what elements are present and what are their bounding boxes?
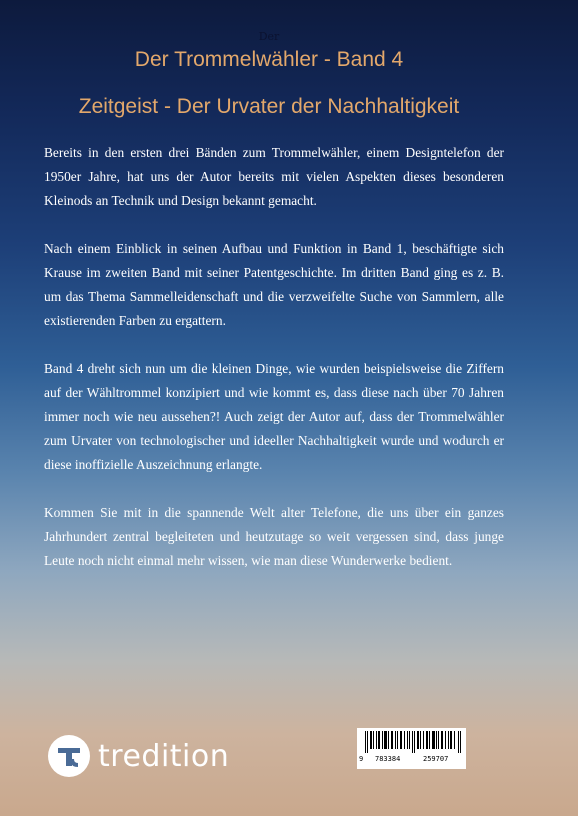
book-subtitle: Zeitgeist - Der Urvater der Nachhaltigkeit <box>78 95 460 118</box>
publisher-logo <box>48 734 229 778</box>
book-title: Der Trommelwähler - Band 4 <box>134 48 404 71</box>
blurb-paragraph-2: Nach einem Einblick in seinen Aufbau und Funktion in Band 1, beschäftigte sich Krause im zweiten Band mit seiner Patentgeschichte. Im dritten Band ging es z. B. um das Thema Sammelleidenschaft und die verzweifelte Suche von Sammlern, alle existierenden Farben zu ergattern. <box>44 241 504 328</box>
barcode-group-2: 259707 <box>423 755 449 763</box>
blurb-paragraph-3: Band 4 dreht sich nun um die kleinen Dinge, wie wurden beispielsweise die Ziffern auf der Wähltrommel konzipiert und wie kommt es, dass diese nach über 70 Jahren immer noch wie neu aussehen?! Auch zeigt der Autor auf, dass der Trommelwähler zum Urvater von technologischer und ideeller Nachhaltigkeit wurde und wodurch er diese inoffizielle Auszeichnung erlangte. <box>44 361 504 472</box>
publisher-name: tredition <box>98 738 230 774</box>
barcode-group-1: 783384 <box>375 755 401 763</box>
barcode-digit-first: 9 <box>359 755 364 763</box>
isbn-barcode <box>357 728 466 769</box>
barcode-bars <box>365 731 461 753</box>
blurb-paragraph-4: Kommen Sie mit in die spannende Welt alter Telefone, die uns über ein ganzes Jahrhundert zentral begleiteten und heutzutage so weit vergessen sind, dass junge Leute noch nicht einmal mehr wissen, wie man diese Wunderwerke bedient. <box>44 505 504 568</box>
small-header-label: Der <box>258 30 280 43</box>
barcode-digits <box>357 753 466 767</box>
blurb-paragraph-1: Bereits in den ersten drei Bänden zum Trommelwähler, einem Designtelefon der 1950er Jahre, hat uns der Autor bereits mit vielen Aspekten dieses besonderen Kleinods an Technik und Design bekannt gemacht. <box>44 145 504 208</box>
tredition-t-logo-icon <box>48 735 90 777</box>
blurb-text <box>44 141 504 597</box>
